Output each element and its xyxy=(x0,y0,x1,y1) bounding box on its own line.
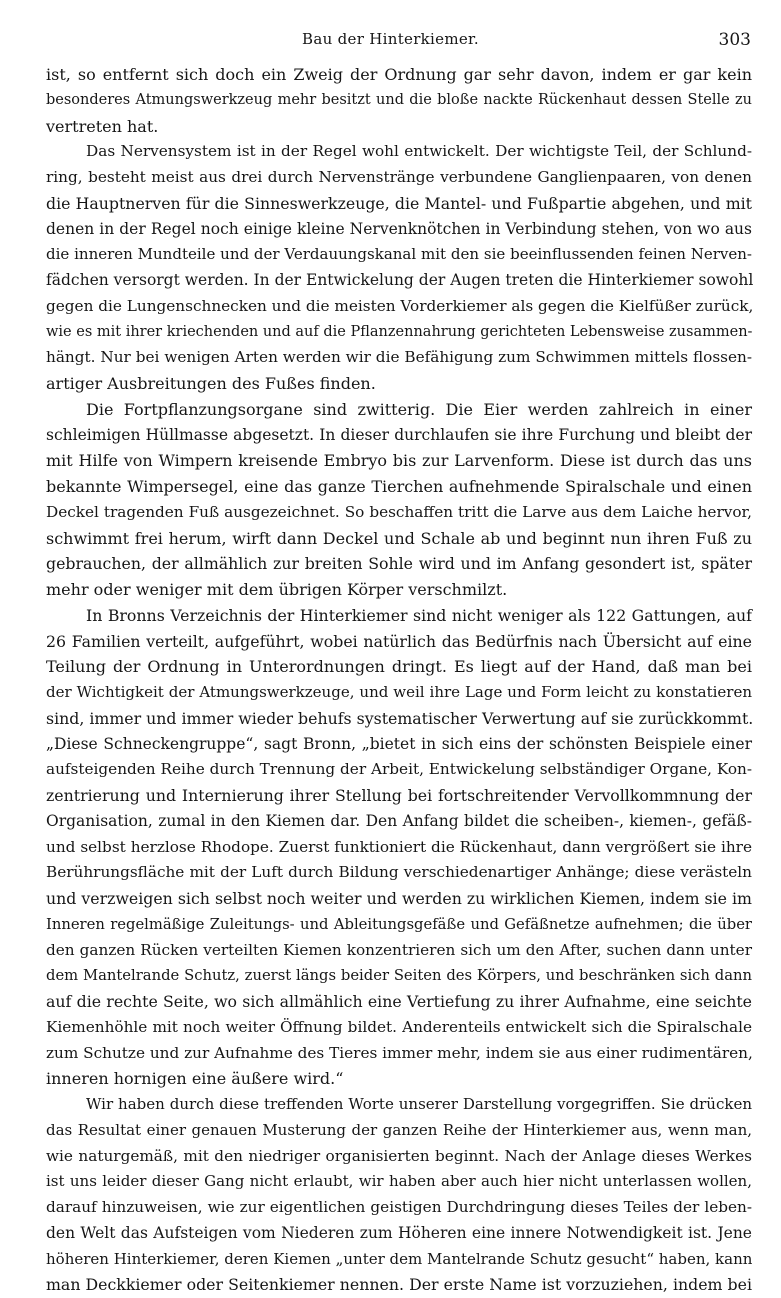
text-line: aufsteigenden Reihe durch Trennung der Arbeit, Entwickelung selbständiger Organe, Kon- xyxy=(46,760,752,779)
text-line: zum Schutze und zur Aufnahme des Tieres immer mehr, indem sie aus einer rudimentären, xyxy=(46,1043,753,1062)
text-line: und verzweigen sich selbst noch weiter und werden zu wirklichen Kiemen, indem sie im xyxy=(46,889,752,908)
text-line: dem Mantelrande Schutz, zuerst längs beider Seiten des Körpers, und beschränken sich dann xyxy=(46,967,752,985)
text-line: besonderes Atmungswerkzeug mehr besitzt und die bloße nackte Rückenhaut dessen Stelle zu xyxy=(46,91,752,108)
text-line: man Deckkiemer oder Seitenkiemer nennen. Der erste Name ist vorzuziehen, indem bei xyxy=(46,1275,752,1295)
body-text xyxy=(46,62,752,1298)
text-line: fädchen versorgt werden. In der Entwickelung der Augen treten die Hinterkiemer sowohl xyxy=(46,271,754,289)
text-line: Inneren regelmäßige Zuleitungs- und Ableitungsgefäße und Gefäßnetze aufnehmen; die über xyxy=(46,915,752,933)
text-line: Deckel tragenden Fuß ausgezeichnet. So beschaffen tritt die Larve aus dem Laiche hervor, xyxy=(46,502,752,521)
text-line: darauf hinzuweisen, wie zur eigentlichen geistigen Durchdringung dieses Teiles der leben- xyxy=(46,1198,752,1216)
text-line: In Bronns Verzeichnis der Hinterkiemer sind nicht weniger als 122 Gattungen, auf xyxy=(86,605,752,625)
text-line: Die Fortpflanzungsorgane sind zwitterig. Die Eier werden zahlreich in einer xyxy=(86,399,752,419)
text-line: Teilung der Ordnung in Unterordnungen dringt. Es liegt auf der Hand, daß man bei xyxy=(46,657,752,677)
text-line: die inneren Mundteile und der Verdauungskanal mit den sie beeinflussenden feinen Nerven- xyxy=(46,245,752,264)
running-head xyxy=(0,30,781,52)
text-line: artiger Ausbreitungen des Fußes finden. xyxy=(46,374,376,393)
text-line: und selbst herzlose Rhodope. Zuerst funktioniert die Rückenhaut, dann vergrößert sie ihre xyxy=(46,837,752,856)
text-line: Organisation, zumal in den Kiemen dar. Den Anfang bildet die scheiben-, kiemen-, gefäß- xyxy=(46,811,752,830)
text-line: mit Hilfe von Wimpern kreisende Embryo bis zur Larvenform. Diese ist durch das uns xyxy=(46,451,752,471)
running-head-title: Bau der Hinterkiemer. xyxy=(302,30,479,48)
text-line: den Welt das Aufsteigen vom Niederen zum Höheren eine innere Notwendigkeit ist. Jene xyxy=(46,1223,752,1242)
text-line: mehr oder weniger mit dem übrigen Körper verschmilzt. xyxy=(46,580,508,599)
text-line: „Diese Schneckengruppe“, sagt Bronn, „bietet in sich eins der schönsten Beispiele einer xyxy=(46,734,752,753)
text-line: gebrauchen, der allmählich zur breiten Sohle wird und im Anfang gesondert ist, später xyxy=(46,554,752,574)
text-line: Das Nervensystem ist in der Regel wohl entwickelt. Der wichtigste Teil, der Schlund- xyxy=(86,142,752,161)
text-line: auf die rechte Seite, wo sich allmählich eine Vertiefung zu ihrer Aufnahme, eine seichte xyxy=(46,992,752,1011)
text-line: gegen die Lungenschnecken und die meisten Vorderkiemer als gegen die Kielfüßer zurück, xyxy=(46,296,754,315)
text-line: inneren hornigen eine äußere wird.“ xyxy=(46,1069,344,1089)
text-line: 26 Familien verteilt, aufgeführt, wobei natürlich das Bedürfnis nach Übersicht auf eine xyxy=(46,631,752,651)
text-line: ring, besteht meist aus drei durch Nervenstränge verbundene Ganglienpaaren, von denen xyxy=(46,168,752,186)
text-line: ist, so entfernt sich doch ein Zweig der Ordnung gar sehr davon, indem er gar kein xyxy=(46,65,752,84)
text-line: bekannte Wimpersegel, eine das ganze Tierchen aufnehmende Spiralschale und einen xyxy=(46,477,752,496)
text-line: sind, immer und immer wieder behufs systematischer Verwertung auf sie zurückkommt. xyxy=(46,708,754,728)
text-line: Wir haben durch diese treffenden Worte unserer Darstellung vorgegriffen. Sie drücken xyxy=(86,1095,752,1113)
text-line: denen in der Regel noch einige kleine Nervenknötchen in Verbindung stehen, von wo aus xyxy=(46,219,752,238)
text-line: wie es mit ihrer kriechenden und auf die Pflanzennahrung gerichteten Lebensweise zusammen- xyxy=(46,323,753,340)
page-number: 303 xyxy=(718,30,751,50)
text-line: den ganzen Rücken verteilten Kiemen konzentrieren sich um den After, suchen dann unter xyxy=(46,940,752,959)
text-line: vertreten hat. xyxy=(46,116,159,136)
text-line: höheren Hinterkiemer, deren Kiemen „unter dem Mantelrande Schutz gesucht“ haben, kann xyxy=(46,1249,753,1268)
text-line: Kiemenhöhle mit noch weiter Öffnung bildet. Anderenteils entwickelt sich die Spiralschale xyxy=(46,1017,752,1036)
text-line: der Wichtigkeit der Atmungswerkzeuge, und weil ihre Lage und Form leicht zu konstatieren xyxy=(46,683,752,701)
text-line: das Resultat einer genauen Musterung der ganzen Reihe der Hinterkiemer aus, wenn man, xyxy=(46,1120,752,1139)
text-line: wie naturgemäß, mit den niedriger organisierten beginnt. Nach der Anlage dieses Werkes xyxy=(46,1146,752,1165)
text-line: zentrierung und Internierung ihrer Stellung bei fortschreitender Vervollkommnung der xyxy=(46,786,752,805)
text-line: die Hauptnerven für die Sinneswerkzeuge, die Mantel- und Fußpartie abgehen, und mit xyxy=(46,193,752,213)
text-line: Berührungsfläche mit der Luft durch Bildung verschiedenartiger Anhänge; diese verästeln xyxy=(46,863,752,882)
text-line: schleimigen Hüllmasse abgesetzt. In dieser durchlaufen sie ihre Furchung und bleibt der xyxy=(46,425,752,444)
text-line: hängt. Nur bei wenigen Arten werden wir die Befähigung zum Schwimmen mittels flossen- xyxy=(46,348,752,367)
text-line: schwimmt frei herum, wirft dann Deckel und Schale ab und beginnt nun ihren Fuß zu xyxy=(46,528,752,548)
text-line: ist uns leider dieser Gang nicht erlaubt, wir haben aber auch hier nicht unterlassen wollen, xyxy=(46,1172,752,1191)
